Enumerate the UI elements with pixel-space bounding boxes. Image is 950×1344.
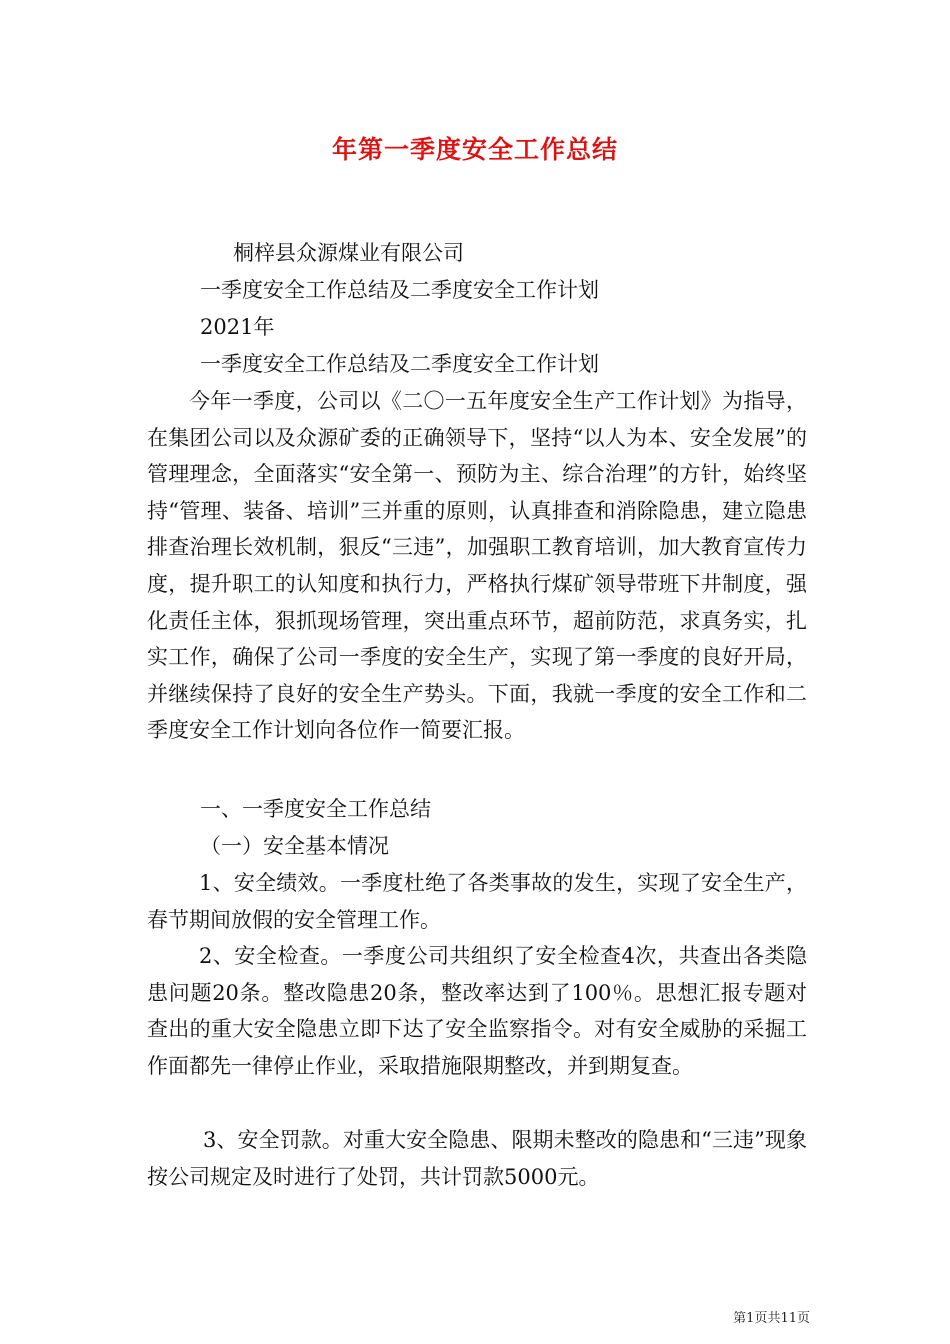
document-title: 年第一季度安全工作总结	[331, 135, 618, 164]
section-heading: 一、一季度安全工作总结	[200, 797, 431, 821]
subtitle-line-1: 一季度安全工作总结及二季度安全工作计划	[200, 278, 599, 302]
intro-paragraph: 今年一季度，公司以《二〇一五年度安全生产工作计划》为指导，在集团公司以及众源矿委的正确领导下，坚持“以人为本、安全发展”的管理理念，全面落实“安全第一、预防为主、综合治理”的方针，始终坚持“管理、装备、培训”三并重的原则，认真排查和消除隐患，建立隐患排查治理长效机制，狠反“三违”，加强职工教育培训，加大教育宣传力度，提升职工的认知度和执行力，严格执行煤矿领导带班下井制度，强化责任主体，狠抓现场管理，突出重点环节，超前防范，求真务实，扎实工作，确保了公司一季度的安全生产，实现了第一季度的良好开局，并继续保持了良好的安全生产势头。下面，我就一季度的安全工作和二季度安全工作计划向各位作一简要汇报。	[147, 389, 807, 743]
company-name: 桐梓县众源煤业有限公司	[233, 241, 464, 265]
page-indicator: 第1页共11页	[733, 1311, 810, 1326]
item-safety-inspection: 2、安全检查。一季度公司共组织了安全检查4次，共查出各类隐患问题20条。整改隐患20条，整改率达到了100％。思想汇报专题对查出的重大安全隐患立即下达了安全监察指令。对有安全威胁的采掘工作面都先一律停止作业，采取措施限期整改，并到期复查。	[147, 944, 807, 1078]
item-safety-performance: 1、安全绩效。一季度杜绝了各类事故的发生，实现了安全生产，春节期间放假的安全管理工作。	[147, 871, 807, 932]
item-safety-fines: 3、安全罚款。对重大安全隐患、限期未整改的隐患和“三违”现象按公司规定及时进行了处罚，共计罚款5000元。	[147, 1128, 807, 1189]
year-line: 2021年	[200, 315, 275, 339]
subtitle-line-2: 一季度安全工作总结及二季度安全工作计划	[200, 352, 599, 376]
subsection-heading: （一）安全基本情况	[200, 834, 389, 858]
